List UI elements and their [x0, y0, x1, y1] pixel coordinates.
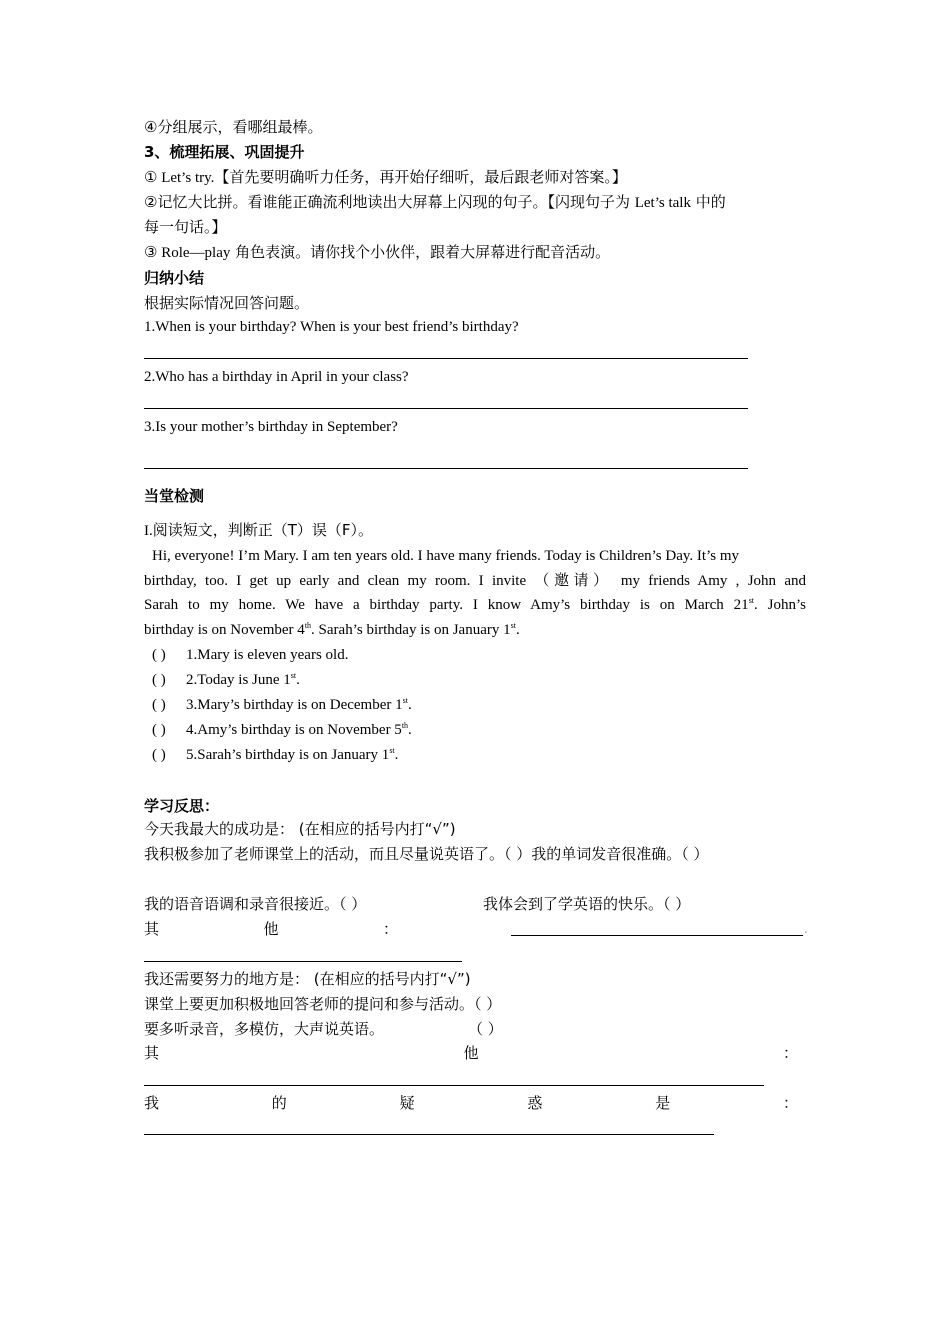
lets-try-item [144, 167, 627, 188]
improve-title: 我还需要努力的地方是： (在相应的括号内打“√”) [144, 970, 471, 988]
role-play-text: 角色表演。请你找个小伙伴，跟着大屏幕进行配音活动。 [230, 243, 611, 261]
passage-text: my friends Amy , John and [612, 573, 806, 589]
other-char: ： [782, 1044, 798, 1062]
answer-line-3[interactable] [144, 468, 748, 469]
success-row-1 [144, 844, 709, 864]
passage-line-1: Hi, everyone! I’m Mary. I am ten years old. I have many friends. Today is Children’s Day. It’s my [152, 548, 739, 564]
lets-try-note: 【首先要明确听力任务，再开始仔细听，最后跟老师对答案。】 [214, 168, 627, 186]
ordinal-suffix: th [304, 621, 312, 630]
doubt-char: 的 [271, 1094, 287, 1112]
statement-text: 2.Today is June 1 [186, 672, 291, 688]
doubt-answer-line[interactable] [144, 1134, 714, 1135]
success-option-enjoyment[interactable]: 我体会到了学英语的快乐。（ ） [483, 895, 691, 913]
statement-end: . [296, 672, 300, 688]
other-success-line[interactable] [511, 935, 803, 936]
summary-question-2: 2.Who has a birthday in April in your class? [144, 369, 409, 385]
task-text: 阅读短文，判断正（T）误（F）。 [152, 521, 374, 539]
ordinal-suffix: st [748, 596, 755, 605]
other-improve-line[interactable] [144, 1085, 764, 1086]
passage-text: birthday, too. I get up early and clean my room. I invite [144, 573, 527, 589]
other-char: 他 [463, 1044, 479, 1062]
other-char: 其 [144, 1044, 160, 1062]
doubt-char: ： [782, 1094, 798, 1112]
ordinal-suffix: th [401, 721, 409, 730]
statement-row [152, 720, 412, 740]
answer-bracket[interactable]: ( ) [152, 647, 166, 663]
summary-instruction: 根据实际情况回答问题。 [144, 294, 310, 312]
answer-bracket[interactable]: ( ) [152, 672, 166, 688]
statement-text: 5.Sarah’s birthday is on January 1 [186, 747, 390, 763]
test-heading: 当堂检测 [144, 487, 205, 505]
passage-line-3 [144, 595, 806, 615]
passage-text: Sarah to my home. We have a birthday party. I know Amy’s birthday is on March 21 [144, 597, 749, 613]
doubt-char: 惑 [527, 1094, 543, 1112]
statement-row [152, 645, 348, 665]
lets-talk-label: Let’s talk [634, 195, 691, 211]
passage-line-2 [144, 570, 806, 591]
statement-row [152, 695, 412, 715]
statement-text: 1.Mary is eleven years old. [186, 647, 349, 663]
statement-row [152, 745, 398, 765]
statement-end: . [394, 747, 399, 763]
ordinal-suffix: st [389, 746, 395, 755]
role-play-item [144, 242, 610, 263]
other-char: 其 [144, 920, 160, 938]
section-3-heading: 3、梳理拓展、巩固提升 [144, 143, 305, 161]
ordinal-suffix: st [510, 621, 516, 630]
memory-game-text-end: 中的 [690, 193, 726, 211]
answer-line-1[interactable] [144, 358, 748, 359]
passage-text: . [515, 622, 520, 638]
mark-dot: . [804, 922, 808, 936]
ordinal-suffix: st [402, 696, 408, 705]
improve-option-listen[interactable] [144, 1019, 503, 1039]
passage-text: . Sarah’s birthday is on January 1 [311, 622, 511, 638]
memory-game-item-line2: 每一句话。】 [144, 218, 227, 236]
statement-text: 3.Mary’s birthday is on December 1 [186, 697, 403, 713]
task-number: I. [144, 523, 153, 539]
other-label-row [144, 919, 404, 939]
passage-text: . John’s [754, 597, 807, 613]
other-success-line-2[interactable] [144, 961, 462, 962]
doubt-char: 是 [655, 1094, 671, 1112]
improve-text: 要多听录音，多模仿，大声说英语。 [144, 1020, 385, 1038]
summary-heading: 归纳小结 [144, 269, 205, 287]
answer-bracket[interactable]: （ ） [468, 1020, 503, 1038]
role-play-label: ③ Role—play [144, 245, 231, 261]
success-row-2 [144, 894, 690, 914]
statement-end: . [407, 697, 412, 713]
summary-question-3: 3.Is your mother’s birthday in September? [144, 419, 398, 435]
reflection-heading: 学习反思： [144, 797, 220, 815]
other-char: 他 [263, 920, 279, 938]
memory-game-item-line1 [144, 192, 726, 213]
doubt-char: 疑 [399, 1094, 415, 1112]
other-label-row-2 [144, 1043, 798, 1063]
memory-game-text: ②记忆大比拼。看谁能正确流利地读出大屏幕上闪现的句子。【闪现句子为 [144, 193, 635, 211]
passage-line-4 [144, 620, 520, 640]
other-char: ： [382, 920, 398, 938]
statement-end: . [408, 722, 412, 738]
success-option-participation[interactable]: 我积极参加了老师课堂上的活动，而且尽量说英语了。（ ） [144, 845, 532, 863]
summary-question-1: 1.When is your birthday? When is your best friend’s birthday? [144, 319, 519, 335]
statement-row [152, 670, 300, 690]
step-4-text: ④分组展示，看哪组最棒。 [144, 118, 323, 136]
passage-text: birthday is on November 4 [144, 622, 305, 638]
success-title: 今天我最大的成功是： (在相应的括号内打“√”) [144, 820, 456, 838]
answer-bracket[interactable]: ( ) [152, 697, 166, 713]
improve-option-answer-questions[interactable]: 课堂上要更加积极地回答老师的提问和参与活动。（ ） [144, 995, 502, 1013]
doubt-char: 我 [144, 1094, 160, 1112]
doubt-label-row [144, 1093, 798, 1113]
success-option-pronunciation[interactable]: 我的单词发音很准确。（ ） [531, 845, 709, 863]
ordinal-suffix: st [290, 671, 297, 680]
lets-try-label: ① Let’s try. [144, 170, 215, 186]
success-option-intonation[interactable]: 我的语音语调和录音很接近。（ ） [144, 895, 367, 913]
answer-line-2[interactable] [144, 408, 748, 409]
answer-bracket[interactable]: ( ) [152, 747, 166, 763]
answer-bracket[interactable]: ( ) [152, 722, 166, 738]
statement-text: 4.Amy’s birthday is on November 5 [186, 722, 402, 738]
invite-gloss: （邀请） [534, 571, 613, 589]
test-task [144, 520, 373, 541]
